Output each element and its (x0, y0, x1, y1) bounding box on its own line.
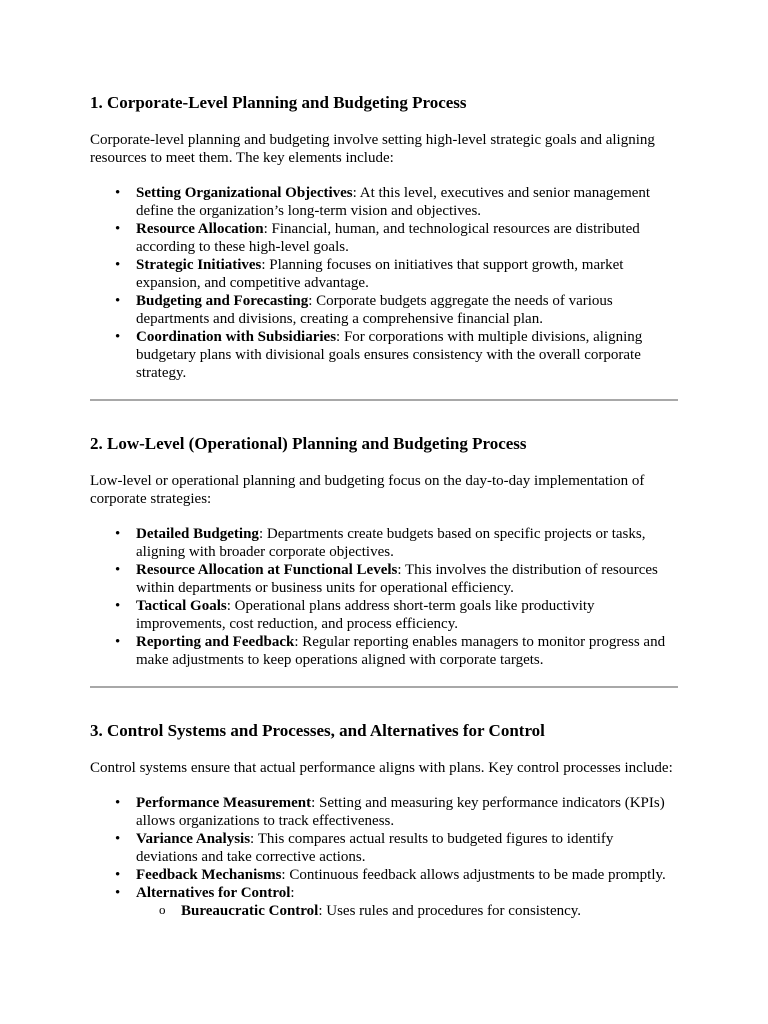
section-corporate-planning (90, 92, 678, 382)
item-term: Strategic Initiatives (136, 257, 262, 273)
item-term: Alternatives for Control (136, 885, 291, 901)
item-text: : (290, 885, 295, 901)
sub-list-item (181, 902, 678, 920)
item-text: : At this level, executives and senior management define the organization’s long-term vision and objectives. (136, 185, 651, 219)
list-item (136, 597, 678, 633)
section-heading: 3. Control Systems and Processes, and Alternatives for Control (90, 721, 545, 740)
section-heading: 1. Corporate-Level Planning and Budgeting Process (90, 93, 467, 112)
section-intro: Corporate-level planning and budgeting involve setting high-level strategic goals and aligning resources to meet them. The key elements include: (90, 132, 655, 166)
item-text: : Planning focuses on initiatives that support growth, market expansion, and competitive advantage. (136, 257, 624, 291)
item-text: : Financial, human, and technological resources are distributed according to these high-level goals. (136, 221, 640, 255)
item-term: Coordination with Subsidiaries (136, 329, 337, 345)
section-intro: Control systems ensure that actual performance aligns with plans. Key control processes include: (90, 760, 673, 776)
item-term: Variance Analysis (136, 831, 251, 847)
item-term: Resource Allocation at Functional Levels (136, 562, 398, 578)
item-text: : This compares actual results to budgeted figures to identify deviations and take corrective actions. (136, 831, 614, 865)
item-text: : For corporations with multiple divisions, aligning budgetary plans with divisional goals ensures consistency with the overall corporate strategy. (136, 329, 643, 381)
item-term: Resource Allocation (136, 221, 264, 237)
item-term: Setting Organizational Objectives (136, 185, 353, 201)
item-text: : Continuous feedback allows adjustments to be made promptly. (281, 867, 666, 883)
list-item (136, 830, 678, 866)
list-item (136, 256, 678, 292)
item-text: : Corporate budgets aggregate the needs of various departments and divisions, creating a comprehensive financial plan. (136, 293, 613, 327)
item-text: : Setting and measuring key performance indicators (KPIs) allows organizations to track effectiveness. (136, 795, 665, 829)
section-control-systems (90, 720, 678, 920)
list-item (136, 525, 678, 561)
item-text: : Regular reporting enables managers to monitor progress and make adjustments to keep operations aligned with corporate targets. (136, 634, 666, 668)
item-term: Budgeting and Forecasting (136, 293, 309, 309)
item-term: Tactical Goals (136, 598, 227, 614)
item-term: Detailed Budgeting (136, 526, 259, 542)
section-operational-planning (90, 433, 678, 669)
sub-bullet-list (136, 902, 678, 920)
item-term: Performance Measurement (136, 795, 312, 811)
item-text: : This involves the distribution of resources within departments or business units for operational efficiency. (136, 562, 658, 596)
section-divider (90, 399, 678, 401)
item-text: : Departments create budgets based on specific projects or tasks, aligning with broader corporate objectives. (136, 526, 646, 560)
item-term: Reporting and Feedback (136, 634, 295, 650)
list-item (136, 220, 678, 256)
list-item (136, 633, 678, 669)
list-item (136, 884, 678, 920)
section-intro: Low-level or operational planning and budgeting focus on the day-to-day implementation of corporate strategies: (90, 473, 645, 507)
bullet-list (90, 794, 678, 920)
item-text: : Uses rules and procedures for consistency. (318, 903, 582, 919)
list-item (136, 292, 678, 328)
list-item (136, 794, 678, 830)
bullet-list (90, 525, 678, 669)
item-text: : Operational plans address short-term goals like productivity improvements, cost reduction, and process efficiency. (136, 598, 595, 632)
document-page (90, 92, 678, 920)
section-heading: 2. Low-Level (Operational) Planning and Budgeting Process (90, 434, 527, 453)
item-term: Bureaucratic Control (181, 903, 319, 919)
bullet-list (90, 184, 678, 382)
list-item (136, 866, 678, 884)
item-term: Feedback Mechanisms (136, 867, 282, 883)
list-item (136, 561, 678, 597)
list-item (136, 184, 678, 220)
list-item (136, 328, 678, 382)
section-divider (90, 686, 678, 688)
